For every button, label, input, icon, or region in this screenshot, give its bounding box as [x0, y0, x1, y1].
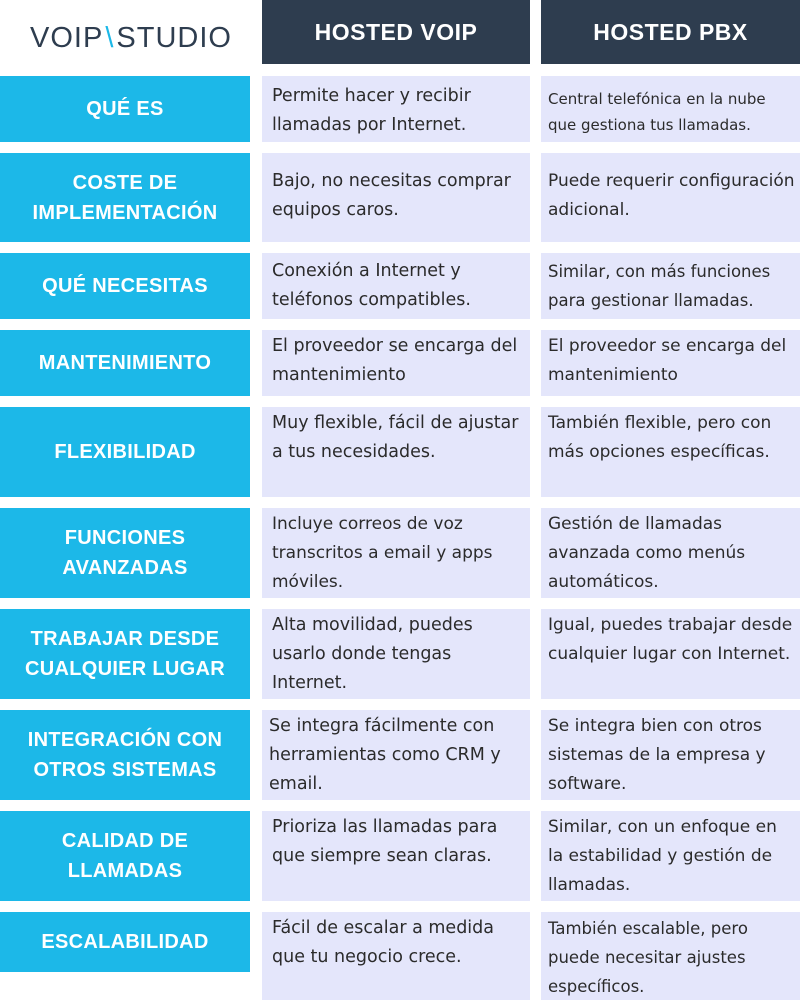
brand-right: STUDIO [116, 21, 232, 54]
cell-pbx-coste: Puede requerir configuración adicional. [541, 153, 800, 242]
row-label-trabajar: TRABAJAR DESDE CUALQUIER LUGAR [0, 609, 250, 699]
brand-left: VOIP [30, 21, 104, 54]
row-label-que-necesitas: QUÉ NECESITAS [0, 253, 250, 319]
row-label-calidad: CALIDAD DE LLAMADAS [0, 811, 250, 901]
cell-voip-funciones: Incluye correos de voz transcritos a email y apps móviles. [262, 508, 530, 598]
cell-voip-escalabilidad: Fácil de escalar a medida que tu negocio crece. [262, 912, 530, 1000]
cell-pbx-que-es: Central telefónica en la nube que gestiona tus llamadas. [541, 76, 800, 142]
cell-pbx-trabajar: Igual, puedes trabajar desde cualquier lugar con Internet. [541, 609, 800, 699]
row-label-mantenimiento: MANTENIMIENTO [0, 330, 250, 396]
cell-pbx-flexibilidad: También flexible, pero con más opciones específicas. [541, 407, 800, 497]
cell-voip-integracion: Se integra fácilmente con herramientas como CRM y email. [262, 710, 530, 800]
row-label-flexibilidad: FLEXIBILIDAD [0, 407, 250, 497]
cell-voip-coste: Bajo, no necesitas comprar equipos caros. [262, 153, 530, 242]
cell-pbx-funciones: Gestión de llamadas avanzada como menús automáticos. [541, 508, 800, 598]
cell-pbx-escalabilidad: También escalable, pero puede necesitar ajustes específicos. [541, 912, 800, 1000]
cell-voip-que-es: Permite hacer y recibir llamadas por Internet. [262, 76, 530, 142]
row-label-funciones: FUNCIONES AVANZADAS [0, 508, 250, 598]
header-hosted-voip: HOSTED VOIP [262, 0, 530, 64]
cell-voip-mantenimiento: El proveedor se encarga del mantenimiento [262, 330, 530, 396]
cell-pbx-integracion: Se integra bien con otros sistemas de la empresa y software. [541, 710, 800, 800]
cell-pbx-que-necesitas: Similar, con más funciones para gestionar llamadas. [541, 253, 800, 319]
cell-voip-que-necesitas: Conexión a Internet y teléfonos compatibles. [262, 253, 530, 319]
brand-separator: \ [105, 21, 115, 54]
cell-pbx-mantenimiento: El proveedor se encarga del mantenimiento [541, 330, 800, 396]
row-label-escalabilidad: ESCALABILIDAD [0, 912, 250, 972]
cell-voip-flexibilidad: Muy flexible, fácil de ajustar a tus necesidades. [262, 407, 530, 497]
brand-logo [0, 0, 262, 76]
header-hosted-pbx: HOSTED PBX [541, 0, 800, 64]
cell-pbx-calidad: Similar, con un enfoque en la estabilidad y gestión de llamadas. [541, 811, 800, 901]
row-label-coste: COSTE DE IMPLEMENTACIÓN [0, 153, 250, 242]
cell-voip-trabajar: Alta movilidad, puedes usarlo donde tengas Internet. [262, 609, 530, 699]
row-label-integracion: INTEGRACIÓN CON OTROS SISTEMAS [0, 710, 250, 800]
cell-voip-calidad: Prioriza las llamadas para que siempre sean claras. [262, 811, 530, 901]
row-label-que-es: QUÉ ES [0, 76, 250, 142]
